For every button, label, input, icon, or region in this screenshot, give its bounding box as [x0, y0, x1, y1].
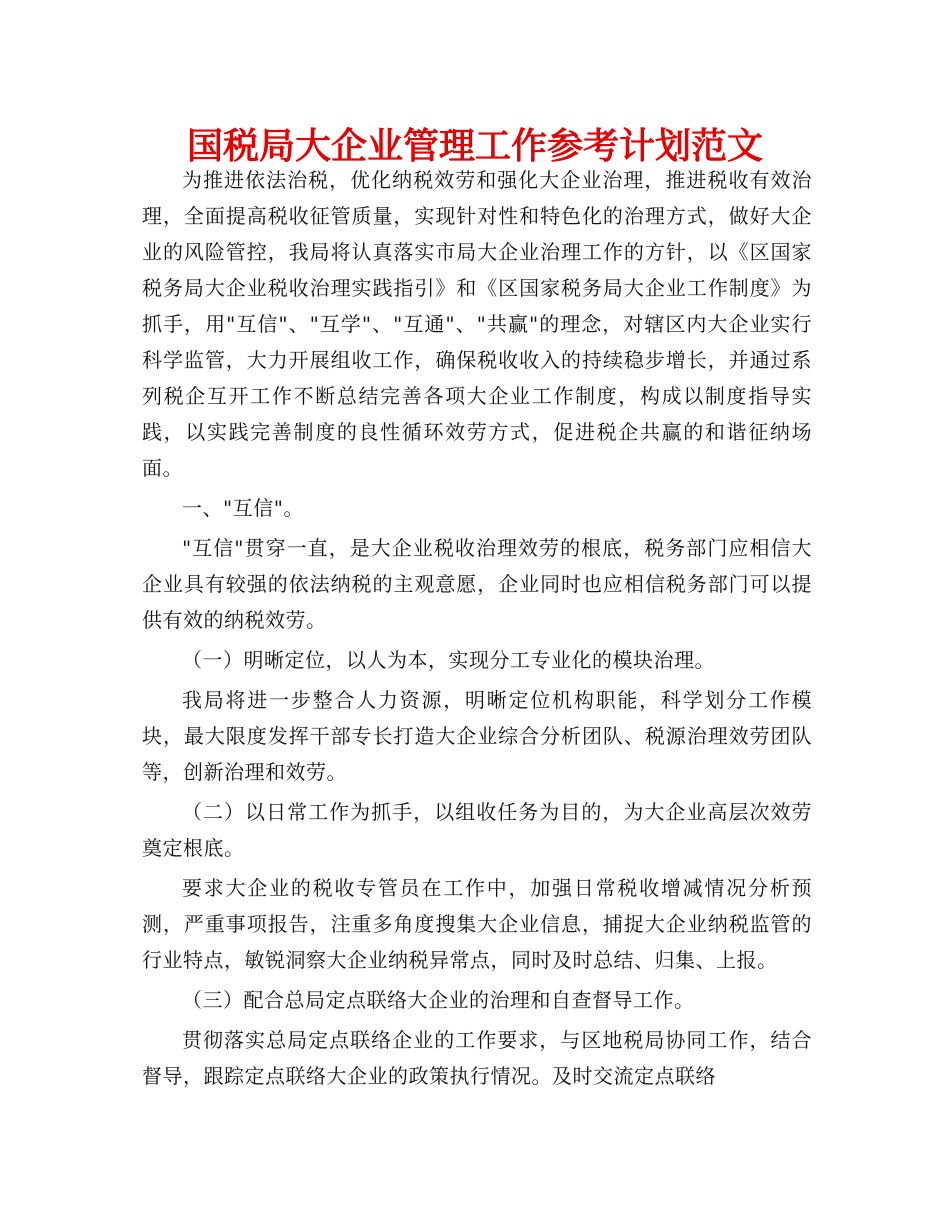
paragraph-subheading-2: 要求大企业的税收专管员在工作中，加强日常税收增减情况分析预测，严重事项报告，注重多角度搜集大企业信息，捕捉大企业纳税监管的行业特点，敏锐洞察大企业纳税异常点，同时及时总结、归集、上报。 — [142, 876, 812, 972]
subheading-2: （二）以日常工作为抓手，以组收任务为目的，为大企业高层次效劳奠定根底。 — [142, 800, 812, 860]
paragraph-subheading-3: 贯彻落实总局定点联络企业的工作要求，与区地税局协同工作，结合督导，跟踪定点联络大企业的政策执行情况。及时交流定点联络 — [142, 1028, 812, 1088]
document-title: 国税局大企业管理工作参考计划范文 — [186, 126, 763, 167]
paragraph-mutual-trust: "互信"贯穿一直，是大企业税收治理效劳的根底，税务部门应相信大企业具有较强的依法纳税的主观意愿，企业同时也应相信税务部门可以提供有效的纳税效劳。 — [142, 536, 812, 632]
paragraph-intro: 为推进依法治税，优化纳税效劳和强化大企业治理，推进税收有效治理，全面提高税收征管质量，实现针对性和特色化的治理方式，做好大企业的风险管控，我局将认真落实市局大企业治理工作的方针，以《区国家税务局大企业税收治理实践指引》和《区国家税务局大企业工作制度》为抓手，用"互信"、"互学"、"互通"、"共赢"的理念，对辖区内大企业实行科学监管，大力开展组收工作，确保税收收入的持续稳步增长，并通过系列税企互开工作不断总结完善各项大企业工作制度，构成以制度指导实践，以实践完善制度的良性循环效劳方式，促进税企共赢的和谐征纳场面。 — [142, 168, 812, 480]
document-body — [142, 162, 812, 1094]
subheading-3: （三）配合总局定点联络大企业的治理和自查督导工作。 — [182, 988, 695, 1012]
section-heading-mutual-trust: 一、"互信"。 — [182, 496, 304, 520]
paragraph-subheading-1: 我局将进一步整合人力资源，明晰定位机构职能，科学划分工作模块，最大限度发挥干部专长打造大企业综合分析团队、税源治理效劳团队等，创新治理和效劳。 — [142, 688, 812, 784]
subheading-1: （一）明晰定位，以人为本，实现分工专业化的模块治理。 — [182, 648, 715, 672]
